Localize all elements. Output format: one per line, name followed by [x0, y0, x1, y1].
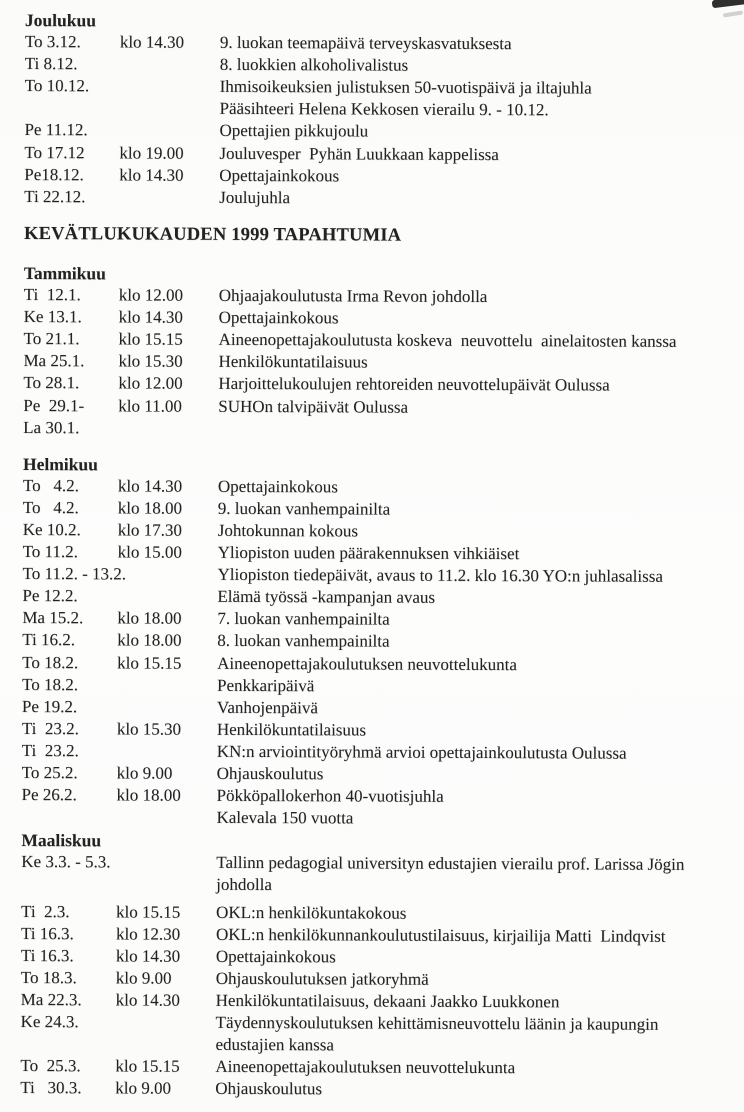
event-description [215, 1078, 735, 1102]
month-section [23, 262, 739, 442]
event-row [23, 394, 738, 419]
event-row [22, 629, 737, 654]
event-description [220, 76, 740, 122]
event-date: To 11.2. - 13.2. [22, 564, 127, 584]
event-description [218, 542, 738, 566]
event-row [22, 607, 737, 632]
event-description-line: edustajien kanssa [215, 1034, 335, 1055]
event-time: klo 12.00 [118, 373, 183, 394]
event-time: klo 15.30 [116, 719, 182, 739]
event-description [220, 54, 740, 78]
event-description [217, 763, 737, 787]
event-time: klo 14.30 [115, 990, 180, 1010]
event-row [22, 652, 737, 677]
event-description-line: 7. luokan vanhempainilta [217, 609, 390, 629]
event-date: Ti 22.12. [24, 186, 86, 207]
event-description-line: 9. luokan teemapäivä terveyskasvatuksesta [219, 32, 512, 54]
event-date: Pe 19.2. [21, 696, 78, 716]
event-date: To 18.2. [22, 674, 79, 694]
event-date: To 25.2. [21, 762, 78, 783]
event-date: To 18.3. [20, 967, 77, 988]
event-row [24, 306, 739, 331]
event-row [24, 186, 739, 211]
event-description-line: Ohjauskoulutuksen jatkoryhmä [215, 968, 429, 989]
event-description [219, 120, 739, 144]
event-description [217, 741, 737, 765]
event-date: Ti 23.2. [21, 718, 79, 739]
event-description [215, 1012, 735, 1058]
event-date: Ma 25.1. [23, 351, 85, 371]
event-row [24, 142, 739, 167]
event-date: Ke 24.3. [20, 1012, 79, 1032]
event-date: To 4.2. [22, 497, 79, 518]
event-row [23, 519, 738, 544]
month-section [21, 453, 738, 832]
event-date: Ke 3.3. - 5.3. [21, 852, 111, 872]
month-heading: Helmikuu [22, 453, 98, 475]
event-date: Ti 23.2. [21, 740, 79, 761]
event-description-line: Opettajainkokous [215, 946, 336, 967]
event-row [22, 674, 737, 699]
event-description-line: Kalevala 150 vuotta [216, 808, 354, 828]
event-row [20, 1077, 735, 1102]
event-description [219, 307, 739, 331]
event-date: To 11.2. [22, 542, 79, 562]
event-description-line: Henkilökuntatilaisuus [216, 719, 367, 740]
event-date: Ma 15.2. [22, 608, 84, 628]
event-description-line: Opettajainkokous [218, 307, 339, 328]
event-description [217, 652, 737, 676]
month-heading: Joulukuu [24, 9, 97, 31]
event-date: To 28.1. [23, 373, 80, 393]
event-description-line: Jouluvesper Pyhän Luukkaan kappelissa [219, 143, 499, 164]
event-date: Ti 8.12. [24, 54, 78, 74]
event-time: klo 15.15 [116, 901, 181, 922]
event-date: Pe 12.2. [22, 586, 78, 606]
event-time: klo 15.00 [117, 542, 182, 562]
event-date: Ti 2.3. [21, 901, 70, 921]
event-description-line: Johtokunnan kokous [217, 520, 359, 541]
event-date: Pe 11.12. [24, 120, 88, 140]
event-row [21, 901, 736, 926]
event-date: Pe18.12. [24, 164, 84, 184]
month-heading: Maaliskuu [21, 830, 102, 851]
event-description [217, 630, 737, 654]
event-time: klo 11.00 [118, 395, 182, 416]
event-time: klo 19.00 [119, 142, 184, 163]
event-description-line: Henkilökuntatilaisuus [218, 352, 368, 372]
month-heading: Tammikuu [23, 262, 106, 284]
event-time: klo 18.00 [117, 498, 183, 518]
event-time: klo 12.30 [115, 924, 181, 944]
event-row [22, 740, 737, 765]
event-time: klo 18.00 [117, 630, 182, 651]
event-description-line: SUHOn talvipäivät Oulussa [218, 396, 409, 417]
event-time: klo 14.30 [118, 307, 183, 327]
event-description [216, 968, 736, 992]
event-time: klo 9.00 [115, 968, 172, 988]
month-section [20, 829, 736, 1102]
event-row [24, 164, 739, 189]
event-description-line: Opettajainkokous [217, 476, 338, 497]
event-time: klo 9.00 [116, 763, 173, 783]
event-description-line: Vanhojenpäivä [216, 697, 319, 718]
event-description [218, 498, 738, 522]
event-date: To 17.12 [24, 142, 85, 162]
event-row [21, 989, 736, 1014]
event-date: Pe 29.1- [23, 395, 85, 415]
event-row [23, 475, 738, 500]
event-time: klo 12.00 [118, 285, 184, 305]
event-date: To 3.12. [24, 32, 81, 52]
event-date: Ti 16.3. [20, 945, 74, 965]
event-time: klo 14.30 [119, 165, 184, 185]
event-description [216, 946, 736, 970]
event-time: klo 15.15 [115, 1056, 180, 1076]
event-description-line: Henkilökuntatilaisuus, dekaani Jaakko Luukkonen [215, 990, 560, 1012]
event-date: Ti 30.3. [20, 1078, 82, 1098]
event-description-line: Joulujuhla [219, 187, 291, 207]
event-date: Pe 26.2. [21, 785, 77, 805]
event-description-line: Pääsihteeri Helena Kekkosen vierailu 9. - 10.12. [219, 99, 549, 120]
event-description-line: Aineenopettajakoulutuksen neuvottelukunta [215, 1057, 516, 1078]
event-description [219, 329, 739, 353]
event-description [220, 32, 740, 56]
event-date: To 25.3. [20, 1056, 81, 1076]
event-date: To 18.2. [22, 652, 79, 672]
event-description-line: Aineenopettajakoulutusta koskeva neuvottelu ainelaitosten kanssa [218, 330, 677, 352]
event-description [219, 285, 739, 309]
event-description-line: OKL:n henkilökunnankoulutustilaisuus, kirjailija Matti Lindqvist [215, 924, 666, 946]
event-date: Ke 10.2. [22, 519, 81, 540]
event-row [23, 497, 738, 522]
event-time: klo 14.30 [119, 32, 185, 52]
document-content [20, 9, 740, 1103]
event-description-line: johdolla [216, 875, 272, 895]
event-row [25, 31, 740, 56]
event-description [218, 351, 738, 375]
event-date: Ti 16.3. [20, 923, 74, 943]
event-row [24, 284, 739, 309]
event-description-line: Elämä työssä -kampanjan avaus [217, 587, 436, 608]
event-row [22, 563, 737, 588]
event-description-line: Yliopiston tiedepäivät, avaus to 11.2. klo 16.30 YO:n juhlasalissa [217, 565, 663, 586]
month-section [24, 9, 740, 211]
event-row [21, 784, 736, 831]
event-row [20, 1055, 735, 1080]
event-date: To 4.2. [22, 475, 79, 496]
event-description [215, 1056, 735, 1080]
event-description [218, 520, 738, 544]
event-row [20, 1011, 735, 1058]
event-description [217, 586, 737, 610]
event-description-line: Penkkaripäivä [217, 675, 315, 695]
event-row [24, 328, 739, 353]
event-date: Ke 13.1. [23, 307, 82, 327]
event-description [218, 476, 738, 500]
event-row [22, 762, 737, 787]
event-description [217, 697, 737, 721]
event-description [217, 564, 737, 588]
event-description [219, 187, 739, 211]
event-row [23, 372, 738, 397]
event-date: Ma 22.3. [20, 989, 82, 1010]
event-time: klo 15.15 [118, 329, 183, 349]
event-description-line: 8. luokkien alkoholivalistus [219, 55, 409, 75]
season-title: KEVÄTLUKUKAUDEN 1999 TAPAHTUMIA [23, 223, 402, 246]
event-row [25, 75, 740, 122]
event-row [25, 53, 740, 78]
event-time: klo 18.00 [116, 785, 181, 805]
event-row [22, 696, 737, 721]
event-description-line: Pökköpallokerhon 40-vuotisjuhla [216, 785, 444, 806]
event-row [23, 350, 738, 375]
event-row [21, 967, 736, 992]
event-description-line: 8. luokan vanhempainilta [217, 631, 390, 652]
event-date: La 30.1. [23, 417, 80, 437]
event-date: To 10.12. [24, 76, 90, 96]
event-description [219, 142, 739, 166]
event-row [23, 417, 738, 442]
event-time: klo 9.00 [115, 1078, 172, 1098]
event-time: klo 15.15 [117, 652, 182, 673]
event-time: klo 14.30 [117, 476, 183, 496]
event-description-line: Tallinn pedagogial universityn edustajien vierailu prof. Larissa Jögin [216, 853, 685, 875]
event-description [217, 674, 737, 698]
event-description-line: KN:n arviointityöryhmä arvioi opettajainkoulutusta Oulussa [216, 741, 627, 763]
event-description [218, 373, 738, 397]
event-description-line: OKL:n henkilökuntakokous [216, 902, 407, 923]
event-row [21, 851, 736, 898]
event-date: Ti 16.2. [22, 630, 76, 650]
event-description-line: 9. luokan vanhempainilta [217, 498, 391, 519]
scan-artifact-top-right [712, 0, 744, 8]
event-description-line: Aineenopettajakoulutuksen neuvottelukunta [217, 653, 517, 674]
event-row [23, 541, 738, 566]
event-row [22, 585, 737, 610]
event-time: klo 17.30 [117, 520, 183, 540]
event-description-line: Opettajainkokous [219, 165, 340, 186]
event-date: Ti 12.1. [23, 285, 81, 305]
event-description-line: Ohjauskoulutus [216, 763, 324, 784]
event-description-line: Täydennyskoulutuksen kehittämisneuvottelu läänin ja kaupungin [215, 1012, 659, 1034]
event-row [22, 718, 737, 743]
event-description [216, 785, 736, 831]
event-description-line: Ohjaajakoulutusta Irma Revon johdolla [218, 285, 488, 307]
event-description-line: Opettajien pikkujoulu [219, 121, 369, 141]
event-row [24, 119, 739, 144]
event-date: To 21.1. [23, 329, 80, 349]
event-description-line: Yliopiston uuden päärakennuksen vihkiäiset [217, 542, 520, 564]
event-description [218, 395, 738, 419]
event-description [216, 923, 736, 947]
event-description [216, 990, 736, 1014]
event-description [216, 852, 736, 898]
event-description-line: Ohjauskoulutus [215, 1079, 323, 1099]
event-row [21, 923, 736, 948]
event-description [219, 165, 739, 189]
event-time: klo 18.00 [117, 608, 182, 629]
event-description [217, 719, 737, 743]
event-description [216, 901, 736, 925]
event-description-line: Ihmisoikeuksien julistuksen 50-vuotispäivä ja iltajuhla [219, 77, 592, 98]
event-row [21, 945, 736, 970]
event-time: klo 15.30 [118, 351, 183, 372]
event-description [217, 608, 737, 632]
event-time: klo 14.30 [115, 946, 181, 966]
event-description-line: Harjoittelukoulujen rehtoreiden neuvottelupäivät Oulussa [218, 374, 610, 395]
